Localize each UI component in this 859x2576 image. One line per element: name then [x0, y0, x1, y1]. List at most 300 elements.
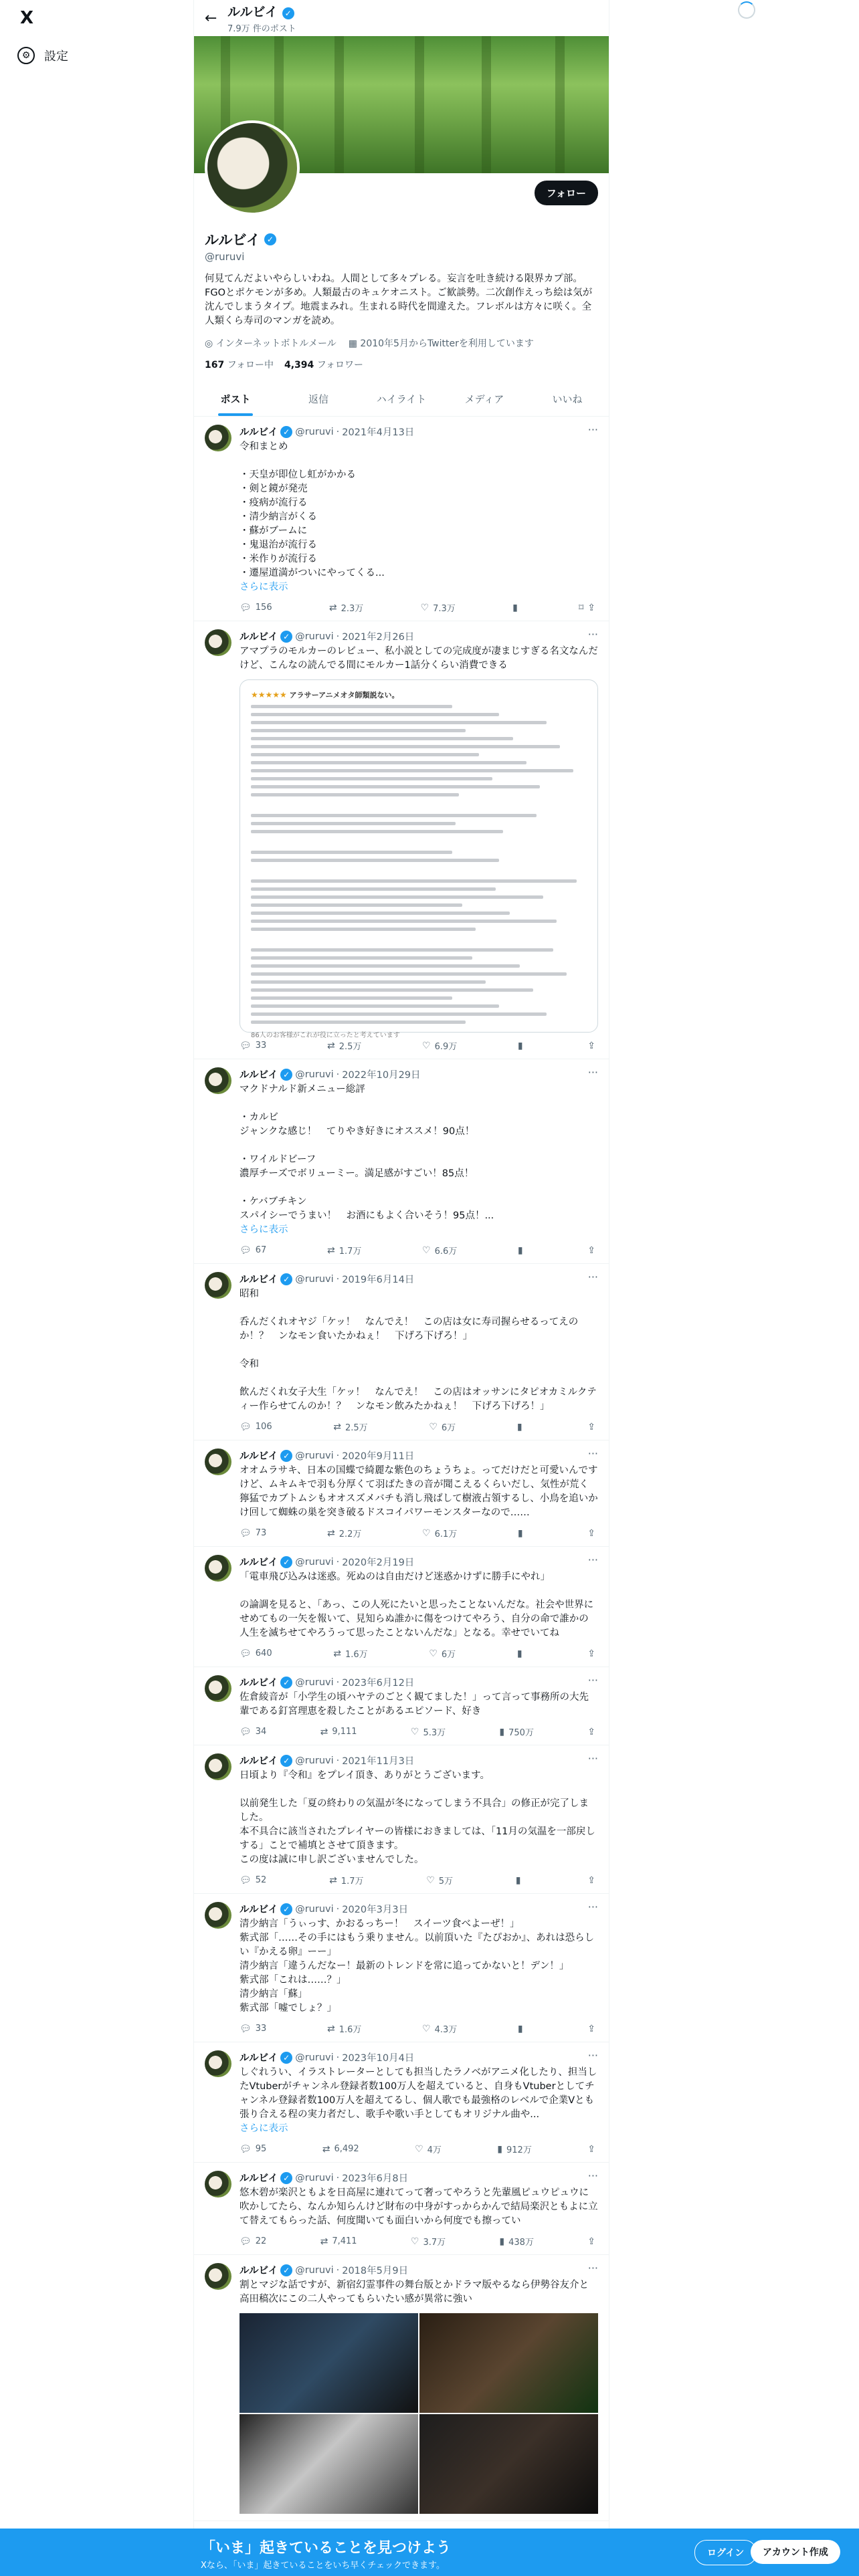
more-options-icon[interactable]: ··· [587, 628, 598, 641]
tweet-author-name[interactable]: ルルビイ [240, 1451, 278, 1462]
more-options-icon[interactable]: ··· [587, 2169, 598, 2182]
reply-icon: 💬︎ [240, 2023, 252, 2034]
tweet-author-name[interactable]: ルルビイ [240, 1070, 278, 1081]
retweet-count: 1.7万 [339, 1247, 362, 1257]
profile-bio: 何見てんだよいやらしいわね。人間として多々プレる。妄言を吐き続ける限界カプ部。FGOとポケモンが多め。人類最古のキュケオニスト。ご歓談勢。二次創作えっち絵は気が沈んでしまうタイプ。地震まみれ。生まれる時代を間違えた。フレボルは方々に咲く。全人類くら寿司のマンガを読め。 [205, 274, 593, 326]
reply-button[interactable] [240, 1245, 266, 1256]
heart-icon: ♡ [422, 1040, 431, 1051]
tweet[interactable] [194, 1667, 609, 1745]
views-button[interactable] [518, 1245, 527, 1256]
tweet-text: 令和まとめ ・天皇が即位し虹がかかる ・剣と鏡が発売 ・疫病が流行る ・清少納言がくる ・蘇がブームに ・鬼退治が流行る ・米作りが流行る ・遷屋道満がついにやってくる... [240, 441, 385, 578]
back-arrow-icon[interactable]: ← [205, 9, 217, 27]
tweet-date[interactable]: 2019年6月14日 [342, 1275, 415, 1285]
like-button[interactable] [429, 1420, 456, 1433]
tweet[interactable] [194, 2042, 609, 2163]
share-icon[interactable]: ⇪ [587, 1245, 595, 1256]
x-logo[interactable]: X [20, 8, 34, 28]
reply-count: 106 [255, 1422, 272, 1432]
tweet-text: オオムラサキ、日本の国蝶で綺麗な紫色のちょうちょ。ってだけだと可愛いんですけど、ムキムキで羽も分厚くて羽ばたきの音が聞こえるくらいだし、気性が荒く獰猛でカブトムシもオオスズメバチも消し飛ばして樹液占領するし、小鳥を追いかけ回して蜘蛛の巣を突き破るドスコイパワーモンスターなので…… [240, 1465, 598, 1518]
retweet-icon: ⇄ [326, 1245, 335, 1256]
retweet-count: 2.3万 [341, 604, 364, 614]
tweet-date[interactable]: 2023年6月8日 [342, 2173, 409, 2184]
tweet-avatar[interactable] [205, 1555, 231, 1582]
tweet[interactable] [194, 417, 609, 621]
tweet[interactable] [194, 1059, 609, 1264]
tweet-avatar[interactable] [205, 425, 231, 451]
tweet-media-grid[interactable] [240, 2313, 598, 2514]
views-button[interactable] [499, 2235, 534, 2248]
tweet[interactable] [194, 1745, 609, 1894]
retweet-icon: ⇄ [329, 1874, 337, 1886]
reply-button[interactable] [240, 1648, 272, 1659]
retweet-button[interactable] [333, 1647, 367, 1660]
tweet-avatar[interactable] [205, 1753, 231, 1780]
reply-button[interactable] [240, 1727, 266, 1737]
media-photo[interactable] [240, 2414, 418, 2514]
retweet-button[interactable] [333, 1420, 367, 1433]
share-icon[interactable]: ⇪ [587, 1648, 595, 1659]
reply-icon: 💬︎ [240, 1527, 252, 1539]
tweet-header [240, 1272, 598, 1286]
tweet-author-name[interactable]: ルルビイ [240, 1558, 278, 1568]
like-button[interactable] [429, 1647, 456, 1660]
reply-icon: 💬︎ [240, 602, 252, 613]
tweet[interactable] [194, 2255, 609, 2521]
tweet-author-handle[interactable]: @ruruvi [295, 1069, 334, 1080]
tweet-body [240, 1902, 598, 2035]
follow-button[interactable]: フォロー [535, 181, 598, 205]
heart-icon: ♡ [429, 1421, 438, 1432]
tweet-separator: · [336, 426, 340, 437]
tweet-date[interactable]: 2022年10月29日 [342, 1070, 421, 1081]
retweet-count: 1.7万 [341, 1876, 364, 1887]
signup-banner-title: 「いま」起きていることを見つけよう [201, 2540, 452, 2557]
tweet-author-name[interactable]: ルルビイ [240, 2053, 278, 2064]
heart-icon: ♡ [429, 1648, 438, 1659]
views-button[interactable] [497, 2143, 532, 2155]
more-options-icon[interactable]: ··· [587, 1752, 598, 1765]
tab-likes[interactable]: いいね [552, 393, 583, 405]
tweet-text: 割とマジな話ですが、新宿幻霊事件の舞台版とかドラマ版やるなら伊勢谷友介と高田稿次にこの二人やってもらいたい感が異常に強い [240, 2280, 589, 2304]
top-bar-text [227, 2, 296, 34]
tweet-body [240, 1555, 598, 1660]
tweet-actions [240, 1420, 598, 1433]
tweet-date[interactable]: 2018年5月9日 [342, 2266, 409, 2276]
reply-count: 33 [255, 1041, 267, 1051]
share-icon[interactable]: ⇪ [587, 1726, 595, 1737]
share-icon[interactable]: ⇪ [587, 1421, 595, 1432]
heart-icon: ♡ [422, 1527, 431, 1539]
retweet-count: 2.5万 [339, 1042, 362, 1052]
views-button[interactable] [499, 1725, 534, 1738]
tweet-author-handle[interactable]: @ruruvi [295, 2052, 334, 2063]
retweet-icon: ⇄ [333, 1421, 341, 1432]
rating-stars [251, 689, 587, 700]
tweet-actions [240, 2235, 598, 2248]
more-options-icon[interactable]: ··· [587, 1066, 598, 1079]
bar-chart-icon: ▮ [517, 1040, 523, 1051]
tweet-avatar[interactable] [205, 1272, 231, 1299]
tweet-actions [240, 1244, 598, 1257]
like-button[interactable] [415, 2143, 442, 2155]
tweet-separator: · [336, 1755, 340, 1766]
tweet-separator: · [336, 2264, 340, 2276]
retweet-button[interactable] [320, 1727, 357, 1737]
page-title-name: ルルビイ [227, 5, 278, 19]
views-button[interactable] [512, 603, 522, 613]
retweet-count: 1.6万 [345, 1650, 368, 1660]
show-more-link[interactable]: さらに表示 [240, 582, 288, 593]
verified-badge-icon: ✓ [280, 1903, 292, 1915]
more-options-icon[interactable]: ··· [587, 1901, 598, 1913]
reply-button[interactable] [240, 1041, 266, 1051]
main-column [193, 0, 609, 2576]
tweet-separator: · [336, 1677, 340, 1688]
reply-icon: 💬︎ [240, 2236, 252, 2247]
reply-button[interactable] [240, 1875, 266, 1886]
bookmark-share-group [587, 1727, 595, 1737]
reply-button[interactable] [240, 2144, 266, 2155]
verified-badge-icon: ✓ [282, 7, 294, 19]
retweet-count: 2.5万 [345, 1423, 368, 1433]
tweet-text: マクドナルド新メニュー総評 ・カルビ ジャンクな感じ！ てりやき好きにオススメ！90点！ ・ワイルドビーフ 濃厚チーズでボリューミー。満足感がすごい！85点！ ・ケバブチキン スパイシーでうまい！ お酒にもよく合いそう！95点！... [240, 1084, 494, 1221]
show-more-link[interactable]: さらに表示 [240, 1224, 288, 1235]
tweet-actions [240, 1874, 598, 1887]
tweet-text: 清少納言「うぃっす、かおるっちー！ スイーツ食べよーぜ！」 紫式部「……その手にはもう乗りません。以前頂いた『たぴおか』、あれは恐らしい『かえる卵』ーー」 清少納言「違うんだなー！最新のトレンドを常に追ってかないと！デン！」 紫式部「これは……？」 清少納言「蘇」 紫式部「嘘でしょ？」 [240, 1919, 595, 2014]
profile-avatar[interactable] [205, 120, 300, 215]
tweet-date[interactable]: 2020年9月11日 [342, 1451, 415, 1462]
retweet-icon: ⇄ [320, 2236, 328, 2247]
like-button[interactable] [422, 1244, 457, 1257]
followers-label: フォロワー [316, 360, 364, 370]
heart-icon: ♡ [422, 1245, 431, 1256]
tweet-header [240, 2050, 598, 2064]
tweet-author-name[interactable]: ルルビイ [240, 1756, 278, 1767]
like-button[interactable] [422, 1527, 457, 1539]
tweet-author-handle[interactable]: @ruruvi [295, 1556, 334, 1568]
tweet-body [240, 1675, 598, 1738]
tweet-body [240, 629, 598, 1052]
profile-joined [349, 336, 534, 350]
tweet-author-handle[interactable]: @ruruvi [295, 1677, 334, 1688]
more-options-icon[interactable]: ··· [587, 2049, 598, 2062]
heart-icon: ♡ [426, 1874, 435, 1886]
bar-chart-icon: ▮ [516, 1648, 522, 1659]
retweet-icon: ⇄ [322, 2143, 330, 2155]
retweet-button[interactable] [327, 1039, 361, 1052]
verified-badge-icon: ✓ [280, 1556, 292, 1568]
share-icon[interactable]: ⇪ [587, 1527, 595, 1539]
joined-text: 2010年5月からTwitterを利用しています [360, 338, 534, 349]
tweet-body [240, 1448, 598, 1539]
reply-icon: 💬︎ [240, 1874, 252, 1886]
tweet-author-name[interactable]: ルルビイ [240, 1275, 278, 1285]
reply-button[interactable] [240, 603, 272, 613]
tweet-body [240, 2050, 598, 2155]
reply-count: 73 [255, 1528, 267, 1538]
retweet-button[interactable] [327, 2022, 361, 2035]
retweet-button[interactable] [322, 2144, 359, 2155]
tweet-author-handle[interactable]: @ruruvi [295, 1903, 334, 1915]
verified-badge-icon: ✓ [280, 1450, 292, 1462]
tweet-author-name[interactable]: ルルビイ [240, 1678, 278, 1689]
more-options-icon[interactable]: ··· [587, 1271, 598, 1283]
tweet-avatar[interactable] [205, 1675, 231, 1702]
tweet-author-name[interactable]: ルルビイ [240, 1905, 278, 1915]
views-button[interactable] [517, 1648, 527, 1659]
retweet-count: 9,111 [332, 1727, 357, 1737]
tab-media[interactable]: メディア [464, 393, 504, 405]
like-count: 6万 [441, 1650, 456, 1660]
reply-count: 22 [255, 2236, 267, 2246]
views-button[interactable] [518, 1041, 527, 1051]
profile-name [205, 229, 598, 249]
tweet-date[interactable]: 2020年2月19日 [342, 1558, 415, 1568]
bar-chart-icon: ▮ [497, 2143, 503, 2155]
tweet[interactable] [194, 621, 609, 1059]
bar-chart-icon: ▮ [516, 1421, 522, 1432]
tweet-header [240, 1448, 598, 1463]
tweet-author-handle[interactable]: @ruruvi [295, 426, 334, 437]
reply-icon: 💬︎ [240, 1648, 252, 1659]
profile-handle: @ruruvi [205, 251, 245, 263]
like-count: 6万 [441, 1423, 456, 1433]
tweet-body [240, 2171, 598, 2248]
signup-button[interactable]: アカウント作成 [751, 2540, 840, 2564]
more-options-icon[interactable]: ··· [587, 1553, 598, 1566]
tweet-actions [240, 2143, 598, 2155]
view-count: 912万 [506, 2145, 532, 2155]
bar-chart-icon: ▮ [515, 1874, 521, 1886]
reply-icon: 💬︎ [240, 1040, 252, 1051]
tweet-author-handle[interactable]: @ruruvi [295, 631, 334, 642]
views-button[interactable] [518, 1528, 527, 1539]
tweet-body [240, 1753, 598, 1887]
media-photo[interactable] [419, 2313, 598, 2413]
reply-count: 156 [255, 603, 272, 613]
views-button[interactable] [516, 1875, 525, 1886]
location-pin-icon: ◎ [205, 338, 216, 349]
tweet-author-handle[interactable]: @ruruvi [295, 1273, 334, 1285]
tweet-avatar[interactable] [205, 1448, 231, 1475]
bookmark-share-group [587, 1245, 595, 1256]
tweet[interactable] [194, 1264, 609, 1440]
tweet-avatar[interactable] [205, 2171, 231, 2197]
like-button[interactable] [422, 1039, 457, 1052]
retweet-button[interactable] [329, 1874, 363, 1887]
share-icon[interactable]: ⇪ [587, 602, 595, 613]
tweet-date[interactable]: 2023年6月12日 [342, 1678, 415, 1689]
tweet-author-name[interactable]: ルルビイ [240, 427, 278, 438]
share-icon[interactable]: ⇪ [587, 2023, 595, 2034]
more-options-icon[interactable]: ··· [587, 2262, 598, 2274]
tab-highlights[interactable]: ハイライト [376, 393, 427, 405]
like-count: 6.6万 [434, 1247, 458, 1257]
tweet-separator: · [336, 1069, 340, 1080]
tweet-actions [240, 601, 598, 614]
tweet-separator: · [336, 1903, 340, 1915]
more-options-icon[interactable]: ··· [587, 1447, 598, 1460]
tweet-avatar[interactable] [205, 2050, 231, 2077]
share-icon[interactable]: ⇪ [587, 2236, 595, 2247]
profile-meta [205, 336, 598, 350]
tweet-author-name[interactable]: ルルビイ [240, 2266, 278, 2276]
heart-icon: ♡ [420, 602, 430, 613]
reply-button[interactable] [240, 1528, 266, 1539]
retweet-button[interactable] [327, 1244, 361, 1257]
tab-replies[interactable]: 返信 [308, 393, 328, 405]
posts-count: 7.9万 件のポスト [227, 24, 296, 34]
follow-stats [205, 358, 598, 371]
more-options-icon[interactable]: ··· [587, 423, 598, 436]
tweet[interactable] [194, 1894, 609, 2042]
tweet-avatar[interactable] [205, 1902, 231, 1929]
tweet-author-handle[interactable]: @ruruvi [295, 2264, 334, 2276]
nav-settings-label: 設定 [44, 49, 68, 64]
tab-posts[interactable]: ポスト [194, 382, 277, 416]
tweet-header [240, 425, 598, 439]
tweet-actions [240, 1725, 598, 1738]
tweet-actions [240, 1039, 598, 1052]
tweet-author-handle[interactable]: @ruruvi [295, 2172, 334, 2183]
bookmark-share-group [587, 1648, 595, 1659]
tweet-text: アマプラのモルカーのレビュー、私小説としての完成度が凄まじすぎる名文なんだけど、こんなの読んでる間にモルカー1話分くらい消費できる [240, 646, 598, 671]
reply-count: 95 [255, 2144, 267, 2154]
like-button[interactable] [411, 2235, 446, 2248]
tweet[interactable] [194, 1547, 609, 1667]
bookmark-share-group [587, 1528, 595, 1539]
reply-button[interactable] [240, 2024, 266, 2034]
bar-chart-icon: ▮ [499, 2236, 505, 2247]
bar-chart-icon: ▮ [517, 1527, 523, 1539]
retweet-icon: ⇄ [333, 1648, 341, 1659]
like-count: 7.3万 [433, 604, 456, 614]
tweet-header [240, 1675, 598, 1689]
tweet-date[interactable]: 2020年3月3日 [342, 1905, 409, 1915]
retweet-count: 2.2万 [339, 1529, 362, 1539]
tweet-header [240, 2263, 598, 2277]
calendar-icon: ▦ [348, 338, 361, 349]
view-count: 750万 [508, 1728, 534, 1738]
tweet-separator: · [336, 631, 340, 642]
tweet-author-name[interactable]: ルルビイ [240, 2173, 278, 2184]
login-button[interactable]: ログイン [694, 2540, 757, 2565]
following-label: フォロー中 [227, 360, 274, 370]
following-link[interactable] [205, 358, 274, 371]
review-footer: 86人のお客様がこれが役に立ったと考えています [251, 1032, 400, 1039]
heart-icon: ♡ [415, 2143, 423, 2155]
views-button[interactable] [518, 2024, 527, 2034]
tweet-separator: · [336, 2172, 340, 2183]
tweet-actions [240, 2022, 598, 2035]
bookmark-share-group [587, 2024, 595, 2034]
verified-badge-icon: ✓ [280, 1069, 292, 1081]
bookmark-share-group [587, 1422, 595, 1432]
like-count: 5万 [438, 1876, 454, 1887]
tweet[interactable] [194, 1440, 609, 1547]
reply-button[interactable] [240, 2236, 266, 2247]
review-header: アラサーアニメオタ師類説ない。 [289, 691, 399, 700]
more-options-icon[interactable]: ··· [587, 1674, 598, 1687]
show-more-link[interactable]: さらに表示 [240, 2123, 288, 2134]
tweet-image-review-screenshot[interactable] [240, 679, 598, 1039]
reply-icon: 💬︎ [240, 2143, 252, 2155]
profile-tabs [194, 382, 609, 417]
views-button[interactable] [517, 1422, 527, 1432]
media-photo[interactable] [419, 2414, 598, 2514]
tweet-avatar[interactable] [205, 629, 231, 656]
tweet-date[interactable]: 2021年11月3日 [342, 1756, 415, 1767]
tweet-date[interactable]: 2023年10月4日 [342, 2053, 415, 2064]
reply-icon: 💬︎ [240, 1245, 252, 1256]
verified-badge-icon: ✓ [280, 1755, 292, 1767]
tweet-author-handle[interactable]: @ruruvi [295, 1450, 334, 1461]
verified-badge-icon: ✓ [280, 1273, 292, 1285]
retweet-icon: ⇄ [328, 602, 337, 613]
nav-settings-link[interactable] [17, 47, 68, 64]
bookmark-share-group [587, 2144, 595, 2155]
like-count: 6.1万 [434, 1529, 458, 1539]
media-photo[interactable] [240, 2313, 418, 2413]
retweet-count: 1.6万 [339, 2025, 362, 2035]
loading-spinner [738, 1, 755, 19]
retweet-icon: ⇄ [320, 1726, 328, 1737]
tweet-avatar[interactable] [205, 2263, 231, 2290]
signup-banner-subtitle: Xなら、「いま」起きていることをいち早くチェックできます。 [201, 2561, 445, 2571]
retweet-button[interactable] [327, 1527, 361, 1539]
retweet-icon: ⇄ [326, 2023, 335, 2034]
tweet-body [240, 425, 598, 614]
tweet-header [240, 1067, 598, 1081]
profile-location [205, 336, 337, 350]
bookmark-share-group [587, 2236, 595, 2247]
retweet-button[interactable] [329, 601, 363, 614]
heart-icon: ♡ [410, 1726, 419, 1737]
bookmark-icon[interactable]: ⌑ [579, 602, 584, 613]
like-button[interactable] [426, 1874, 453, 1887]
like-button[interactable] [421, 601, 456, 614]
tweet-date[interactable]: 2021年4月13日 [342, 427, 415, 438]
verified-badge-icon: ✓ [280, 1677, 292, 1689]
rating-stars-text: ★★★★★ [251, 690, 287, 700]
tweet-actions [240, 1647, 598, 1660]
bar-chart-icon: ▮ [517, 1245, 523, 1256]
tweet-avatar[interactable] [205, 1067, 231, 1094]
heart-icon: ♡ [422, 2023, 431, 2034]
tweet-date[interactable]: 2021年2月26日 [342, 632, 415, 643]
tweet-header [240, 1555, 598, 1569]
verified-badge-icon: ✓ [280, 2264, 292, 2276]
like-button[interactable] [411, 1725, 446, 1738]
tweet-text: しぐれうい、イラストレーターとしても担当したラノベがアニメ化したり、担当したVtuberがチャンネル登録者数100万人を超えていると、自身もVtuberとしてチャンネル登録者数100万人を超えてるし、個人歌でも最強格のレベルで企業Vとも張り合える程の実力者だし、歌手や歌い手としてもオリジナル曲や... [240, 2067, 597, 2120]
retweet-button[interactable] [320, 2236, 357, 2247]
tweet-text: 佐倉綾音が「小学生の頃ハヤテのごとく観てました！」って言って事務所の大先輩である釘宮理恵を殺したことがあるエピソード、好き [240, 1692, 589, 1717]
tweet-author-name[interactable]: ルルビイ [240, 632, 278, 643]
like-button[interactable] [422, 2022, 457, 2035]
share-icon[interactable]: ⇪ [587, 1874, 595, 1886]
tweet-author-handle[interactable]: @ruruvi [295, 1755, 334, 1766]
tweet-separator: · [336, 1273, 340, 1285]
followers-link[interactable] [284, 358, 363, 371]
reply-count: 34 [255, 1727, 267, 1737]
share-icon[interactable]: ⇪ [587, 1040, 595, 1051]
tweet[interactable] [194, 2163, 609, 2255]
reply-button[interactable] [240, 1422, 272, 1432]
reply-icon: 💬︎ [240, 1421, 252, 1432]
following-count: 167 [205, 360, 225, 370]
share-icon[interactable]: ⇪ [587, 2143, 595, 2155]
bookmark-share-group [579, 603, 595, 613]
